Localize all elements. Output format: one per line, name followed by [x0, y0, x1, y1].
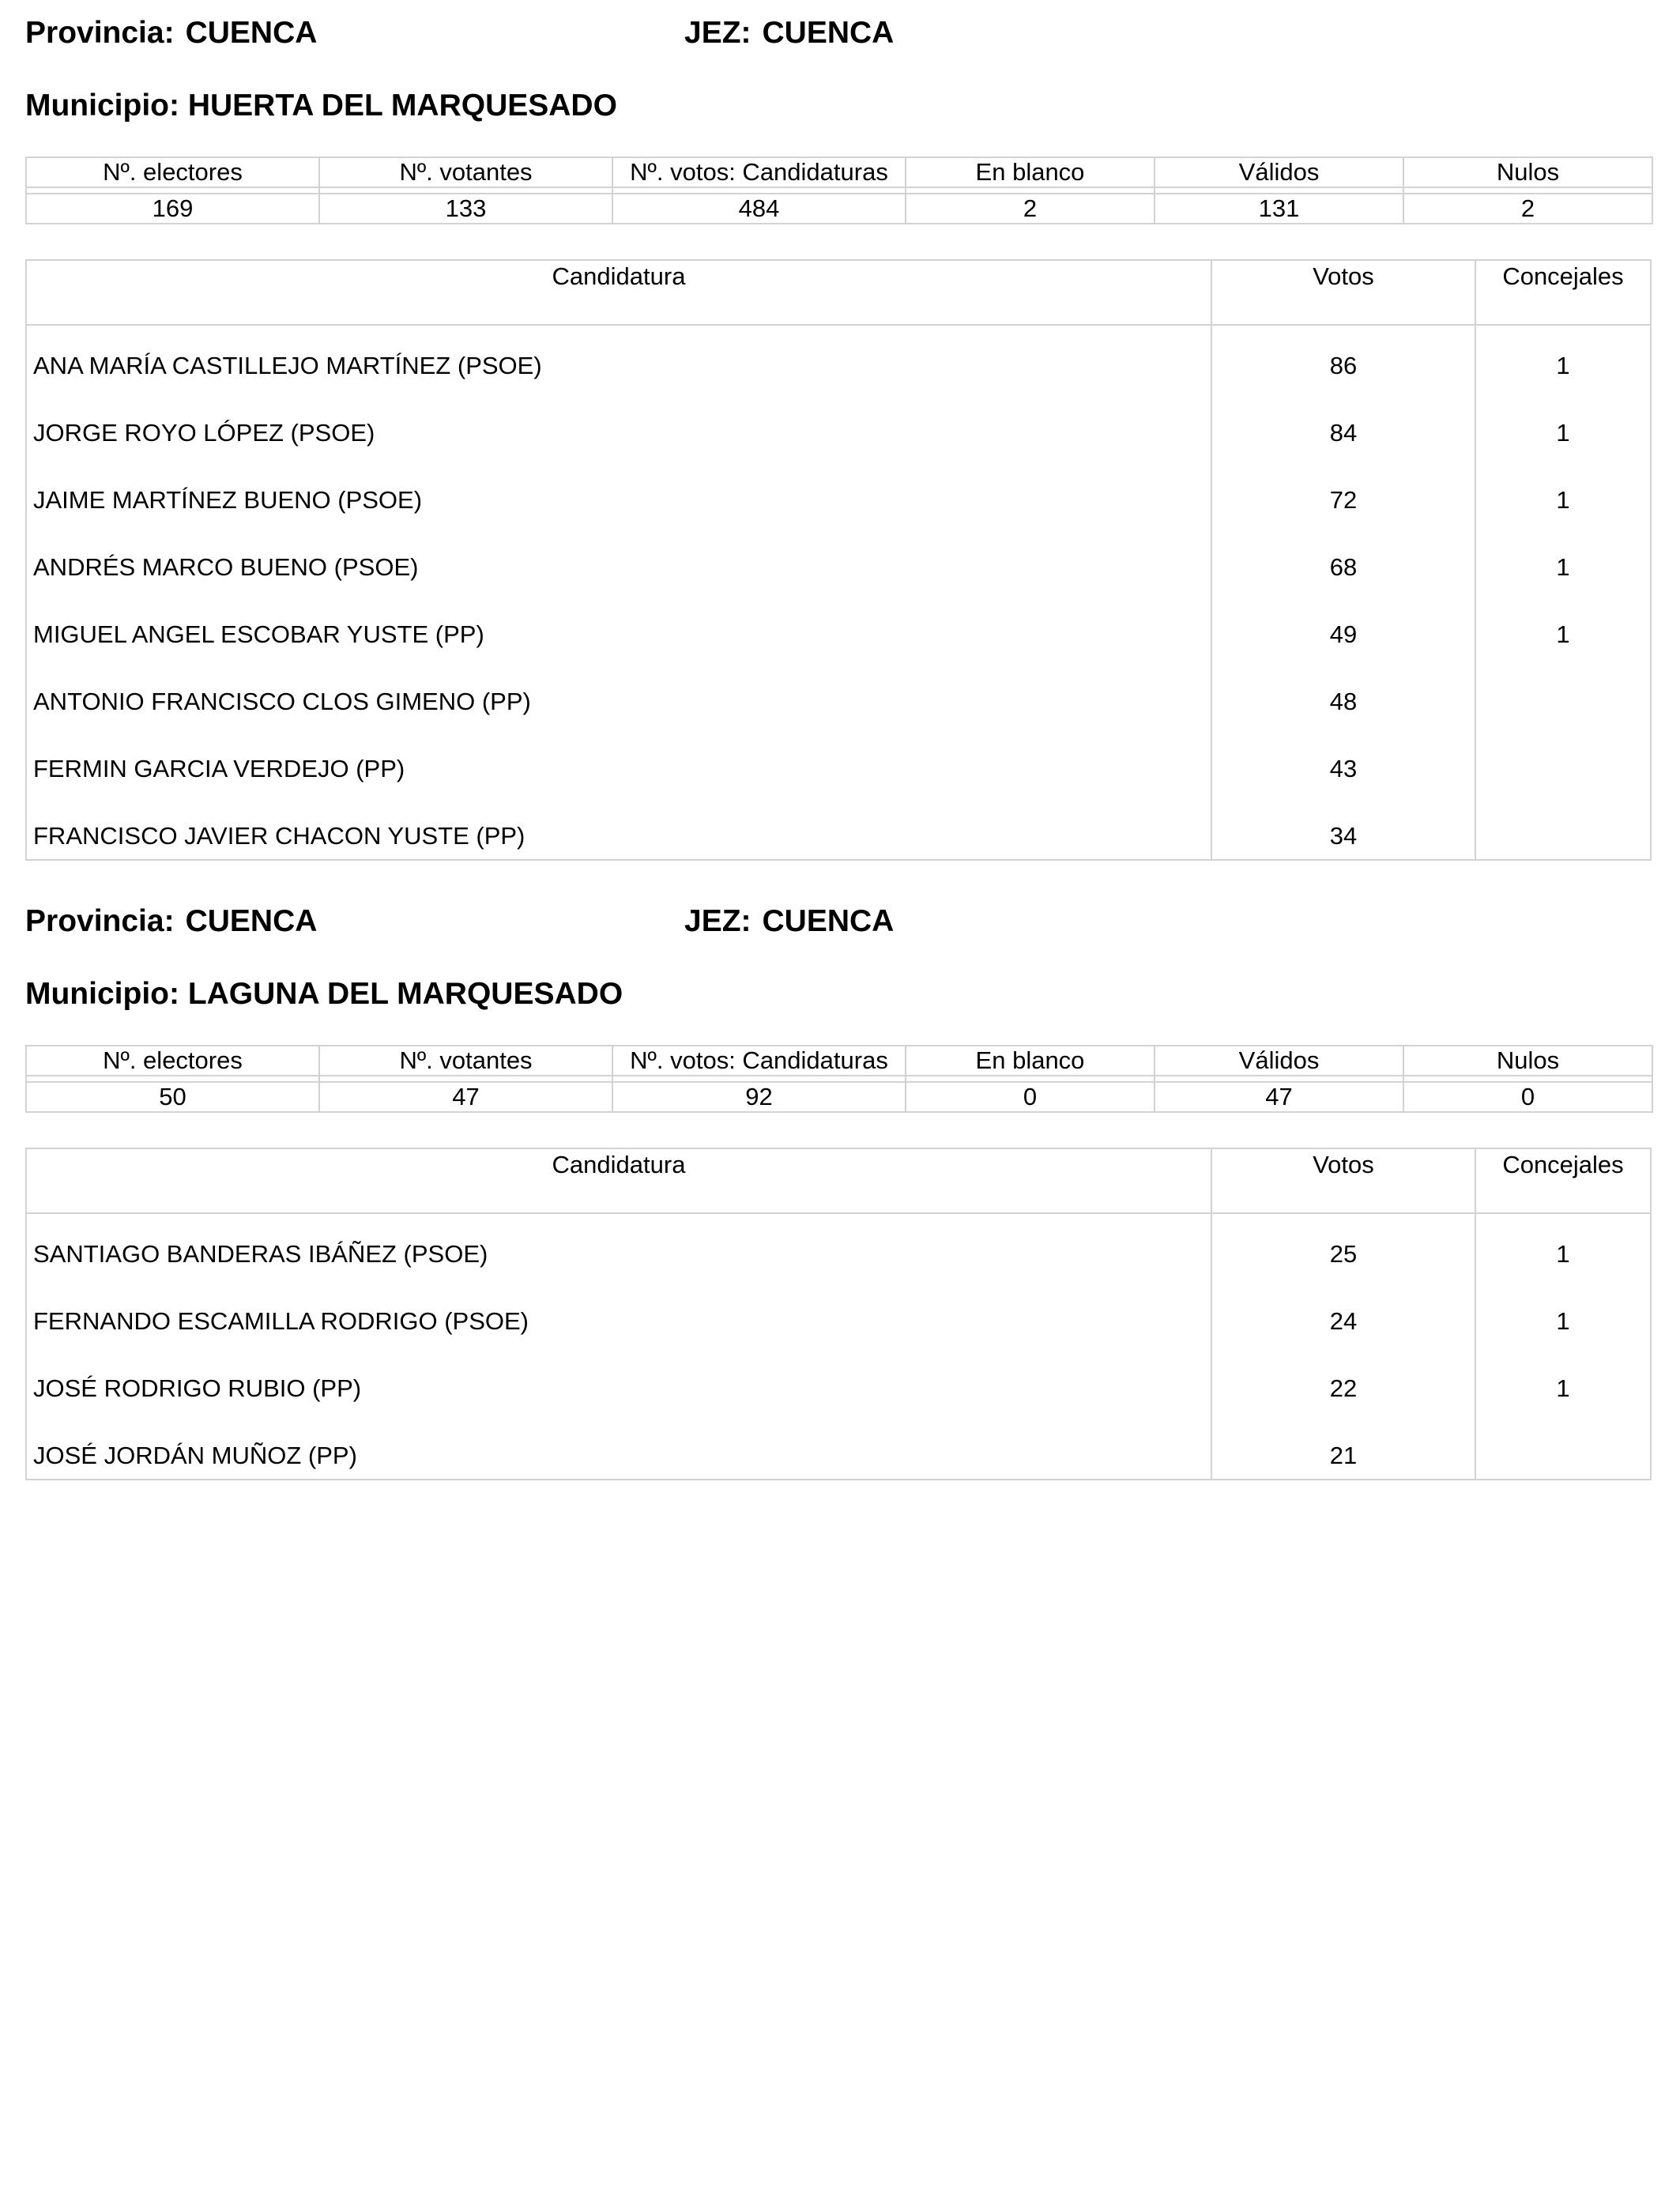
- stats-table: [25, 156, 1653, 224]
- candidate-name: JOSÉ JORDÁN MUÑOZ (PP): [27, 1416, 1212, 1479]
- header-candidatura: Candidatura: [27, 261, 1212, 324]
- candidate-name: FERNANDO ESCAMILLA RODRIGO (PSOE): [27, 1281, 1212, 1348]
- table-row: [27, 393, 1650, 460]
- candidate-concejales: 1: [1556, 486, 1570, 514]
- candidate-votes: 34: [1212, 796, 1476, 859]
- table-row: [27, 1214, 1650, 1281]
- jez-line: [684, 904, 894, 939]
- candidates-table: [25, 259, 1652, 861]
- table-row: [27, 326, 1650, 393]
- candidate-concejales: 1: [1556, 352, 1570, 379]
- candidate-name: JOSÉ RODRIGO RUBIO (PP): [27, 1348, 1212, 1416]
- candidate-votes: 84: [1212, 393, 1476, 460]
- candidate-name: MIGUEL ANGEL ESCOBAR YUSTE (PP): [27, 594, 1212, 662]
- table-row: [27, 796, 1650, 859]
- candidate-votes: 43: [1212, 729, 1476, 796]
- municipio-line: [25, 977, 623, 1012]
- table-row: [27, 527, 1650, 594]
- candidate-votes: 72: [1212, 460, 1476, 527]
- candidate-name: SANTIAGO BANDERAS IBÁÑEZ (PSOE): [27, 1214, 1212, 1281]
- stats-value-validos: 47: [1155, 1082, 1403, 1112]
- stats-value-nulos: 2: [1403, 194, 1652, 224]
- jez-label: JEZ:: [684, 16, 751, 50]
- header-candidatura: Candidatura: [27, 1149, 1212, 1212]
- candidates-table: [25, 1148, 1652, 1480]
- candidate-votes: 21: [1212, 1416, 1476, 1479]
- header-votos: Votos: [1212, 261, 1476, 324]
- jez-line: [684, 16, 894, 51]
- municipio-label: Municipio:: [25, 977, 179, 1011]
- municipio-value: LAGUNA DEL MARQUESADO: [187, 977, 623, 1011]
- stats-value-electores: 169: [26, 194, 319, 224]
- provincia-value: CUENCA: [185, 16, 318, 50]
- stats-header-en-blanco: En blanco: [906, 1046, 1155, 1076]
- candidate-votes: 48: [1212, 662, 1476, 729]
- candidate-concejales: 1: [1556, 1307, 1570, 1335]
- candidate-concejales: 1: [1556, 620, 1570, 648]
- stats-value-electores: 50: [26, 1082, 319, 1112]
- candidate-name: ANDRÉS MARCO BUENO (PSOE): [27, 527, 1212, 594]
- stats-table: [25, 1045, 1653, 1113]
- header-votos: Votos: [1212, 1149, 1476, 1212]
- stats-header-nulos: Nulos: [1403, 1046, 1652, 1076]
- candidate-name: JORGE ROYO LÓPEZ (PSOE): [27, 393, 1212, 460]
- candidates-header-row: [27, 261, 1650, 326]
- stats-header-nulos: Nulos: [1403, 157, 1652, 187]
- provincia-line: [25, 904, 317, 939]
- candidate-concejales: [1476, 796, 1650, 859]
- candidate-concejales: [1476, 729, 1650, 796]
- provincia-line: [25, 16, 317, 51]
- candidate-name: FERMIN GARCIA VERDEJO (PP): [27, 729, 1212, 796]
- candidate-concejales: 1: [1556, 1374, 1570, 1402]
- candidates-header-row: [27, 1149, 1650, 1214]
- header-concejales: Concejales: [1502, 1151, 1624, 1178]
- stats-value-en-blanco: 0: [906, 1082, 1155, 1112]
- stats-header-en-blanco: En blanco: [906, 157, 1155, 187]
- candidate-concejales: 1: [1556, 553, 1570, 581]
- table-row: [27, 729, 1650, 796]
- candidate-concejales: [1476, 662, 1650, 729]
- stats-header-votantes: Nº. votantes: [319, 1046, 612, 1076]
- table-row: [27, 662, 1650, 729]
- stats-header-validos: Válidos: [1155, 1046, 1403, 1076]
- candidate-name: ANA MARÍA CASTILLEJO MARTÍNEZ (PSOE): [27, 326, 1212, 393]
- candidate-concejales: 1: [1556, 419, 1570, 447]
- candidate-votes: 49: [1212, 594, 1476, 662]
- table-row: [27, 594, 1650, 662]
- candidate-concejales: 1: [1556, 1240, 1570, 1268]
- stats-value-row: [26, 1082, 1652, 1112]
- stats-header-electores: Nº. electores: [26, 1046, 319, 1076]
- candidate-votes: 68: [1212, 527, 1476, 594]
- municipio-line: [25, 89, 617, 123]
- stats-value-validos: 131: [1155, 194, 1403, 224]
- provincia-label: Provincia:: [25, 904, 175, 938]
- jez-value: CUENCA: [762, 16, 895, 50]
- provincia-label: Provincia:: [25, 16, 175, 50]
- stats-value-votos-candidaturas: 484: [612, 194, 906, 224]
- stats-value-row: [26, 194, 1652, 224]
- stats-header-row: [26, 157, 1652, 187]
- candidate-votes: 25: [1212, 1214, 1476, 1281]
- table-row: [27, 460, 1650, 527]
- municipio-label: Municipio:: [25, 89, 179, 123]
- table-row: [27, 1416, 1650, 1479]
- candidate-name: FRANCISCO JAVIER CHACON YUSTE (PP): [27, 796, 1212, 859]
- stats-value-votantes: 47: [319, 1082, 612, 1112]
- candidate-votes: 24: [1212, 1281, 1476, 1348]
- candidate-name: JAIME MARTÍNEZ BUENO (PSOE): [27, 460, 1212, 527]
- stats-value-en-blanco: 2: [906, 194, 1155, 224]
- stats-header-row: [26, 1046, 1652, 1076]
- stats-value-nulos: 0: [1403, 1082, 1652, 1112]
- provincia-value: CUENCA: [185, 904, 318, 938]
- table-row: [27, 1348, 1650, 1416]
- stats-header-votos-candidaturas: Nº. votos: Candidaturas: [612, 1046, 906, 1076]
- candidate-votes: 86: [1212, 326, 1476, 393]
- jez-label: JEZ:: [684, 904, 751, 938]
- stats-value-votantes: 133: [319, 194, 612, 224]
- stats-header-validos: Válidos: [1155, 157, 1403, 187]
- stats-header-votantes: Nº. votantes: [319, 157, 612, 187]
- stats-header-votos-candidaturas: Nº. votos: Candidaturas: [612, 157, 906, 187]
- candidate-concejales: [1476, 1416, 1650, 1479]
- candidate-name: ANTONIO FRANCISCO CLOS GIMENO (PP): [27, 662, 1212, 729]
- municipio-value: HUERTA DEL MARQUESADO: [187, 89, 617, 123]
- header-concejales: Concejales: [1502, 262, 1624, 290]
- stats-header-electores: Nº. electores: [26, 157, 319, 187]
- candidate-votes: 22: [1212, 1348, 1476, 1416]
- table-row: [27, 1281, 1650, 1348]
- stats-value-votos-candidaturas: 92: [612, 1082, 906, 1112]
- jez-value: CUENCA: [762, 904, 895, 938]
